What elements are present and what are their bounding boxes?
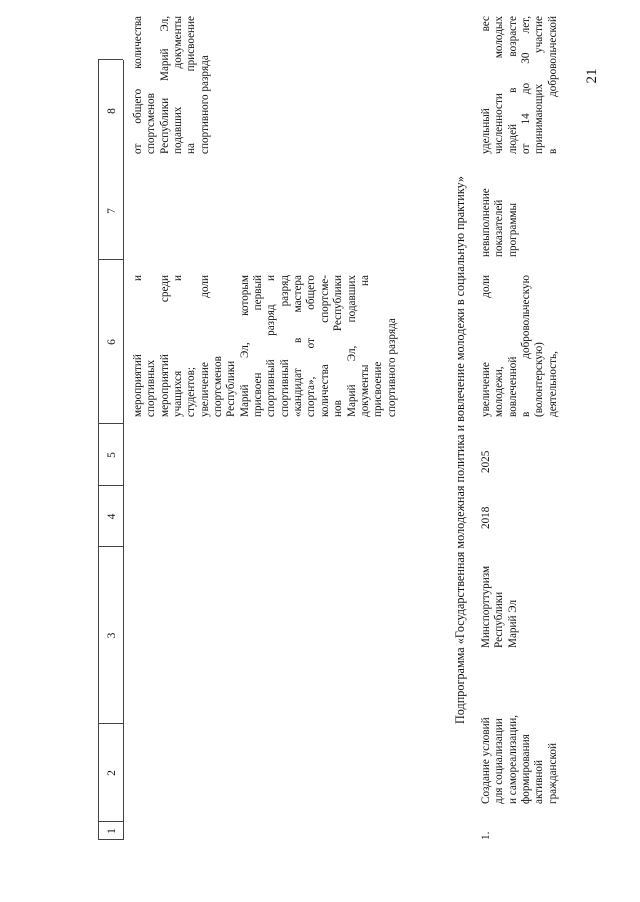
text-line: для социализации xyxy=(493,718,506,804)
continued-row-col8 xyxy=(132,16,212,154)
text-line: спортивного разряда xyxy=(198,55,211,154)
text-line: мероприятий и xyxy=(132,275,144,417)
text-line: спортсменов xyxy=(212,356,225,417)
text-line: численности молодых xyxy=(493,16,506,154)
column-number-2: 2 xyxy=(106,770,118,776)
text-line: молодежи, xyxy=(493,366,506,417)
text-line: спорта», от общего xyxy=(305,275,318,417)
text-line: людей в возрасте xyxy=(506,16,519,154)
column-number-6: 6 xyxy=(106,339,118,345)
continued-row-col6 xyxy=(132,275,399,417)
text-line: программы xyxy=(506,203,519,257)
column-number-7: 7 xyxy=(106,208,118,214)
text-line: Республики xyxy=(225,360,238,417)
text-line: и самореализации, xyxy=(506,715,519,804)
rotated-table-page xyxy=(60,16,620,840)
text-line: на присвоение xyxy=(185,16,198,154)
text-line: от 14 до 30 лет, xyxy=(520,16,533,154)
text-line: нов Республики xyxy=(332,275,345,417)
text-line: «кандидат в мастера xyxy=(292,275,305,417)
text-line: мероприятий среди xyxy=(158,275,171,417)
text-line: Минспорттуризм xyxy=(480,565,492,648)
text-line: деятельность, xyxy=(546,351,559,417)
text-line: студентов; xyxy=(185,367,198,417)
text-line: Марий Эл, подавших xyxy=(345,275,358,417)
text-line: невыполнение xyxy=(480,188,492,257)
text-line: увеличение доли xyxy=(198,275,211,417)
text-line: в добровольческую xyxy=(520,275,533,417)
text-line: подавших документы xyxy=(172,16,185,154)
text-line: удельный вес xyxy=(480,16,492,154)
text-line: документы на xyxy=(358,275,371,417)
text-line: гражданской xyxy=(546,743,559,804)
row1-col3 xyxy=(480,548,520,648)
row1-col2 xyxy=(480,704,560,804)
start-year: 2018 xyxy=(480,506,492,529)
subprogram-title: Подпрограмма «Государственная молодежная политика и вовлечение молодежи в социальную практику» xyxy=(453,176,467,724)
text-line: спортсменов xyxy=(145,93,158,154)
text-line: (волонтерскую) xyxy=(533,342,546,417)
text-line: Республики Марий Эл, xyxy=(158,16,171,154)
text-line: вовлеченной xyxy=(506,356,519,417)
row1-col4 xyxy=(480,489,493,529)
text-line: Создание условий xyxy=(480,717,492,804)
text-line: активной xyxy=(533,760,546,804)
text-line: спортивного разряда xyxy=(385,318,398,417)
end-year: 2025 xyxy=(480,450,492,473)
text-line: Марий Эл, которым xyxy=(238,275,251,417)
header-separator xyxy=(123,60,124,840)
text-line: принимающих участие xyxy=(533,16,546,154)
row1-col5 xyxy=(480,433,493,473)
text-line: увеличение доли xyxy=(480,275,492,417)
text-line: показателей xyxy=(493,199,506,257)
text-line: спортивный разряд xyxy=(278,275,291,417)
row1-col7 xyxy=(480,161,520,257)
row-number: 1. xyxy=(480,831,492,840)
column-number-8: 8 xyxy=(106,108,118,114)
column-number-3: 3 xyxy=(106,632,118,639)
text-line: Марий Эл xyxy=(506,599,519,648)
row1-col6 xyxy=(480,275,560,417)
text-line: от общего количества xyxy=(132,16,144,154)
row1-number xyxy=(480,816,493,840)
column-number-1: 1 xyxy=(106,828,118,834)
text-line: присвоен первый xyxy=(252,275,265,417)
text-line: количества спортсме- xyxy=(318,275,331,417)
text-line: спортивный разряд и xyxy=(265,275,278,417)
text-line: спортивных xyxy=(145,359,158,417)
page-number: 21 xyxy=(584,68,600,84)
text-line: присвоение xyxy=(372,361,385,417)
text-line: учащихся и xyxy=(172,275,185,417)
row1-col8 xyxy=(480,16,560,154)
text-line: формирования xyxy=(520,734,533,804)
column-number-5: 5 xyxy=(106,452,118,458)
text-line: в добровольческой xyxy=(546,16,559,154)
text-line: Республики xyxy=(493,591,506,648)
column-number-4: 4 xyxy=(106,513,118,520)
